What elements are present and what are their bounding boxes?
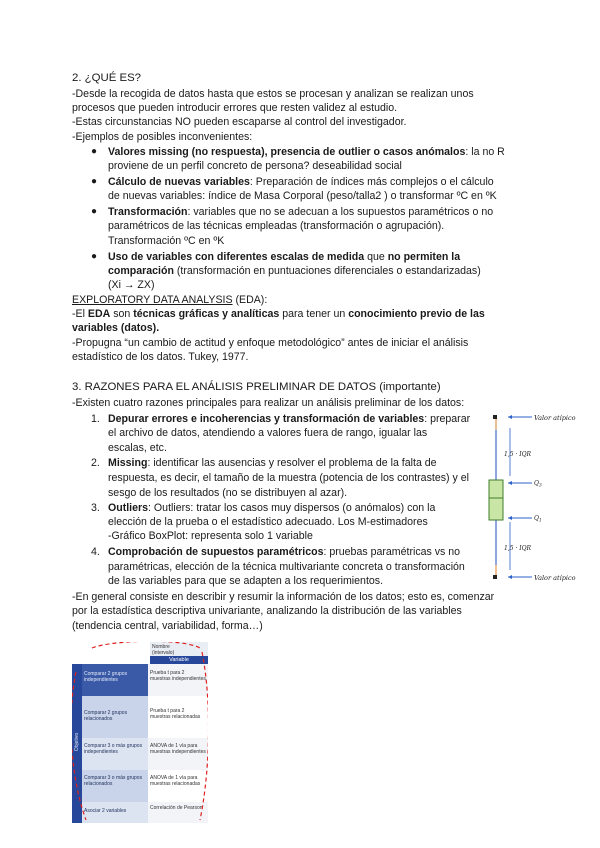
section-2-heading: 2. ¿QUÉ ES? <box>72 72 142 84</box>
paragraph: -Desde la recogida de datos hasta que estos se procesan y analizan se realizan unos <box>72 88 474 100</box>
list-item-cont: escalas, etc. <box>108 442 167 454</box>
bullet-item-cont: (Xi → ZX) <box>108 279 155 291</box>
outlier-top-marker <box>493 415 497 419</box>
table-cell: Prueba t para 2 muestras independientes <box>150 670 206 682</box>
list-item: Depurar errores e incoherencias y transformación de variables: preparar <box>108 413 471 425</box>
box <box>489 480 503 520</box>
paragraph: -Propugna “un cambio de actitud y enfoque metodológico” antes de iniciar el análisis <box>72 337 469 349</box>
list-item-cont: respuesta, es decir, el tamaño de la muestra (potencia de los contrastes) y el <box>108 472 469 484</box>
list-item: Missing: identificar las ausencias y resolver el problema de la falta de <box>108 457 437 469</box>
list-item-cont: paramétricas, elección de la técnica multivariante concreta o transformación <box>108 561 465 573</box>
list-item-cont: sesgo de los resultados (no se distribuyen al azar). <box>108 487 348 499</box>
table-cell: Comparar 2 grupos independientes <box>84 671 128 683</box>
table-cell: Correlación de Pearson <box>150 805 203 811</box>
paragraph: por la estadística descriptiva univariante, analizando la distribución de las variables <box>72 605 462 617</box>
arrow-head <box>508 415 512 419</box>
table-side-label: Objetivo <box>74 732 80 752</box>
table-cell: Comparar 2 grupos relacionados <box>84 710 128 722</box>
bullet-item-cont: paramétricos de las técnicas empleadas (transformación o agrupación). <box>108 220 445 232</box>
list-number: 4. <box>91 546 100 558</box>
bullet-item: Cálculo de nuevas variables: Preparación de índices más complejos o el cálculo <box>108 176 494 188</box>
list-item-cont: de las variables para que se adapten a los requerimientos. <box>108 575 384 587</box>
header-variable: Variable <box>150 656 208 664</box>
paragraph: variables (datos). <box>72 322 160 334</box>
paragraph: -En general consiste en describir y resumir la información de los datos; esto es, comenzar <box>72 591 495 603</box>
section-3-heading: 3. RAZONES PARA EL ANÁLISIS PRELIMINAR DE DATOS (importante) <box>72 381 441 393</box>
iqr-bottom-label: 1,5 · IQR <box>504 545 532 552</box>
arrow-head <box>508 481 512 485</box>
stats-table-image <box>72 642 208 823</box>
bullet-dot: ● <box>91 146 98 157</box>
arrow-head <box>508 575 512 579</box>
boxplot-diagram <box>488 410 600 588</box>
table-cell: Prueba t para 2 muestras relacionadas <box>150 708 201 720</box>
paragraph: -Ejemplos de posibles inconvenientes: <box>72 131 253 143</box>
bullet-item-cont: Transformación ºC en ºK <box>108 235 225 247</box>
paragraph: -El EDA son técnicas gráficas y analíticas para tener un conocimiento previo de las <box>72 308 485 320</box>
arrow-head <box>508 516 512 520</box>
paragraph: (tendencia central, variabilidad, forma…) <box>72 620 263 632</box>
table-cell: ANOVA de 1 vía para muestras relacionadas <box>150 775 201 787</box>
list-number: 1. <box>91 413 100 425</box>
list-item-cont: el archivo de datos, atendiendo a valores fuera de rango, igualar las <box>108 427 428 439</box>
top-outlier-label: Valor atípico <box>534 414 576 422</box>
table-cell: Asociar 2 variables <box>84 808 127 814</box>
iqr-top-label: 1,5 · IQR <box>504 451 532 458</box>
bullet-item: Transformación: variables que no se adecuan a los supuestos paramétricos o no <box>108 206 494 218</box>
bullet-dot: ● <box>91 206 98 217</box>
list-number: 3. <box>91 502 100 514</box>
bottom-outlier-label: Valor atípico <box>534 574 576 582</box>
bullet-item-cont: proviene de un perfil concreto de persona? deseabilidad social <box>108 160 402 172</box>
q3-label: $Q_3$ <box>534 480 542 489</box>
bullet-dot: ● <box>91 251 98 262</box>
bullet-item-cont: de nuevas variables: índice de Masa Corporal (peso/talla2 ) o transformar ºC en ºK <box>108 190 497 202</box>
bullet-item: Valores missing (no respuesta), presencia de outlier o casos anómalos: la no R <box>108 146 505 158</box>
paragraph: estadístico de los datos. Tukey, 1977. <box>72 351 249 363</box>
bullet-dot: ● <box>91 176 98 187</box>
red-annotation-circle <box>72 642 208 823</box>
bullet-item-cont: comparación (transformación en puntuaciones diferenciales o estandarizadas) <box>108 265 481 277</box>
table-cell: ANOVA de 1 vía para muestras independientes <box>150 743 206 755</box>
header-text: Nombre <box>152 644 170 650</box>
list-item: Comprobación de supuestos paramétricos: pruebas paramétricas vs no <box>108 546 461 558</box>
list-number: 2. <box>91 457 100 469</box>
table-cell: Comparar 3 o más grupos relacionados <box>84 775 143 787</box>
list-item-cont: -Gráfico BoxPlot: representa solo 1 variable <box>108 530 313 542</box>
outlier-bottom-marker <box>493 575 497 579</box>
header-text: (intervalo) <box>152 650 175 656</box>
table-cell: Comparar 3 o más grupos independientes <box>84 743 143 755</box>
paragraph: procesos que pueden introducir errores que resten validez al estudio. <box>72 102 398 114</box>
paragraph: -Existen cuatro razones principales para realizar un análisis preliminar de los datos: <box>72 397 465 409</box>
list-item: Outliers: Outliers: tratar los casos muy dispersos (o anómalos) con la <box>108 502 436 514</box>
eda-heading: EXPLORATORY DATA ANALYSIS (EDA): <box>72 294 268 306</box>
q1-label: $Q_1$ <box>534 515 542 524</box>
bullet-item: Uso de variables con diferentes escalas de medida que no permiten la <box>108 251 461 263</box>
paragraph: -Estas circunstancias NO pueden escaparse al control del investigador. <box>72 116 407 128</box>
list-item-cont: elección de la prueba o el estadístico adecuado. Los M-estimadores <box>108 516 428 528</box>
